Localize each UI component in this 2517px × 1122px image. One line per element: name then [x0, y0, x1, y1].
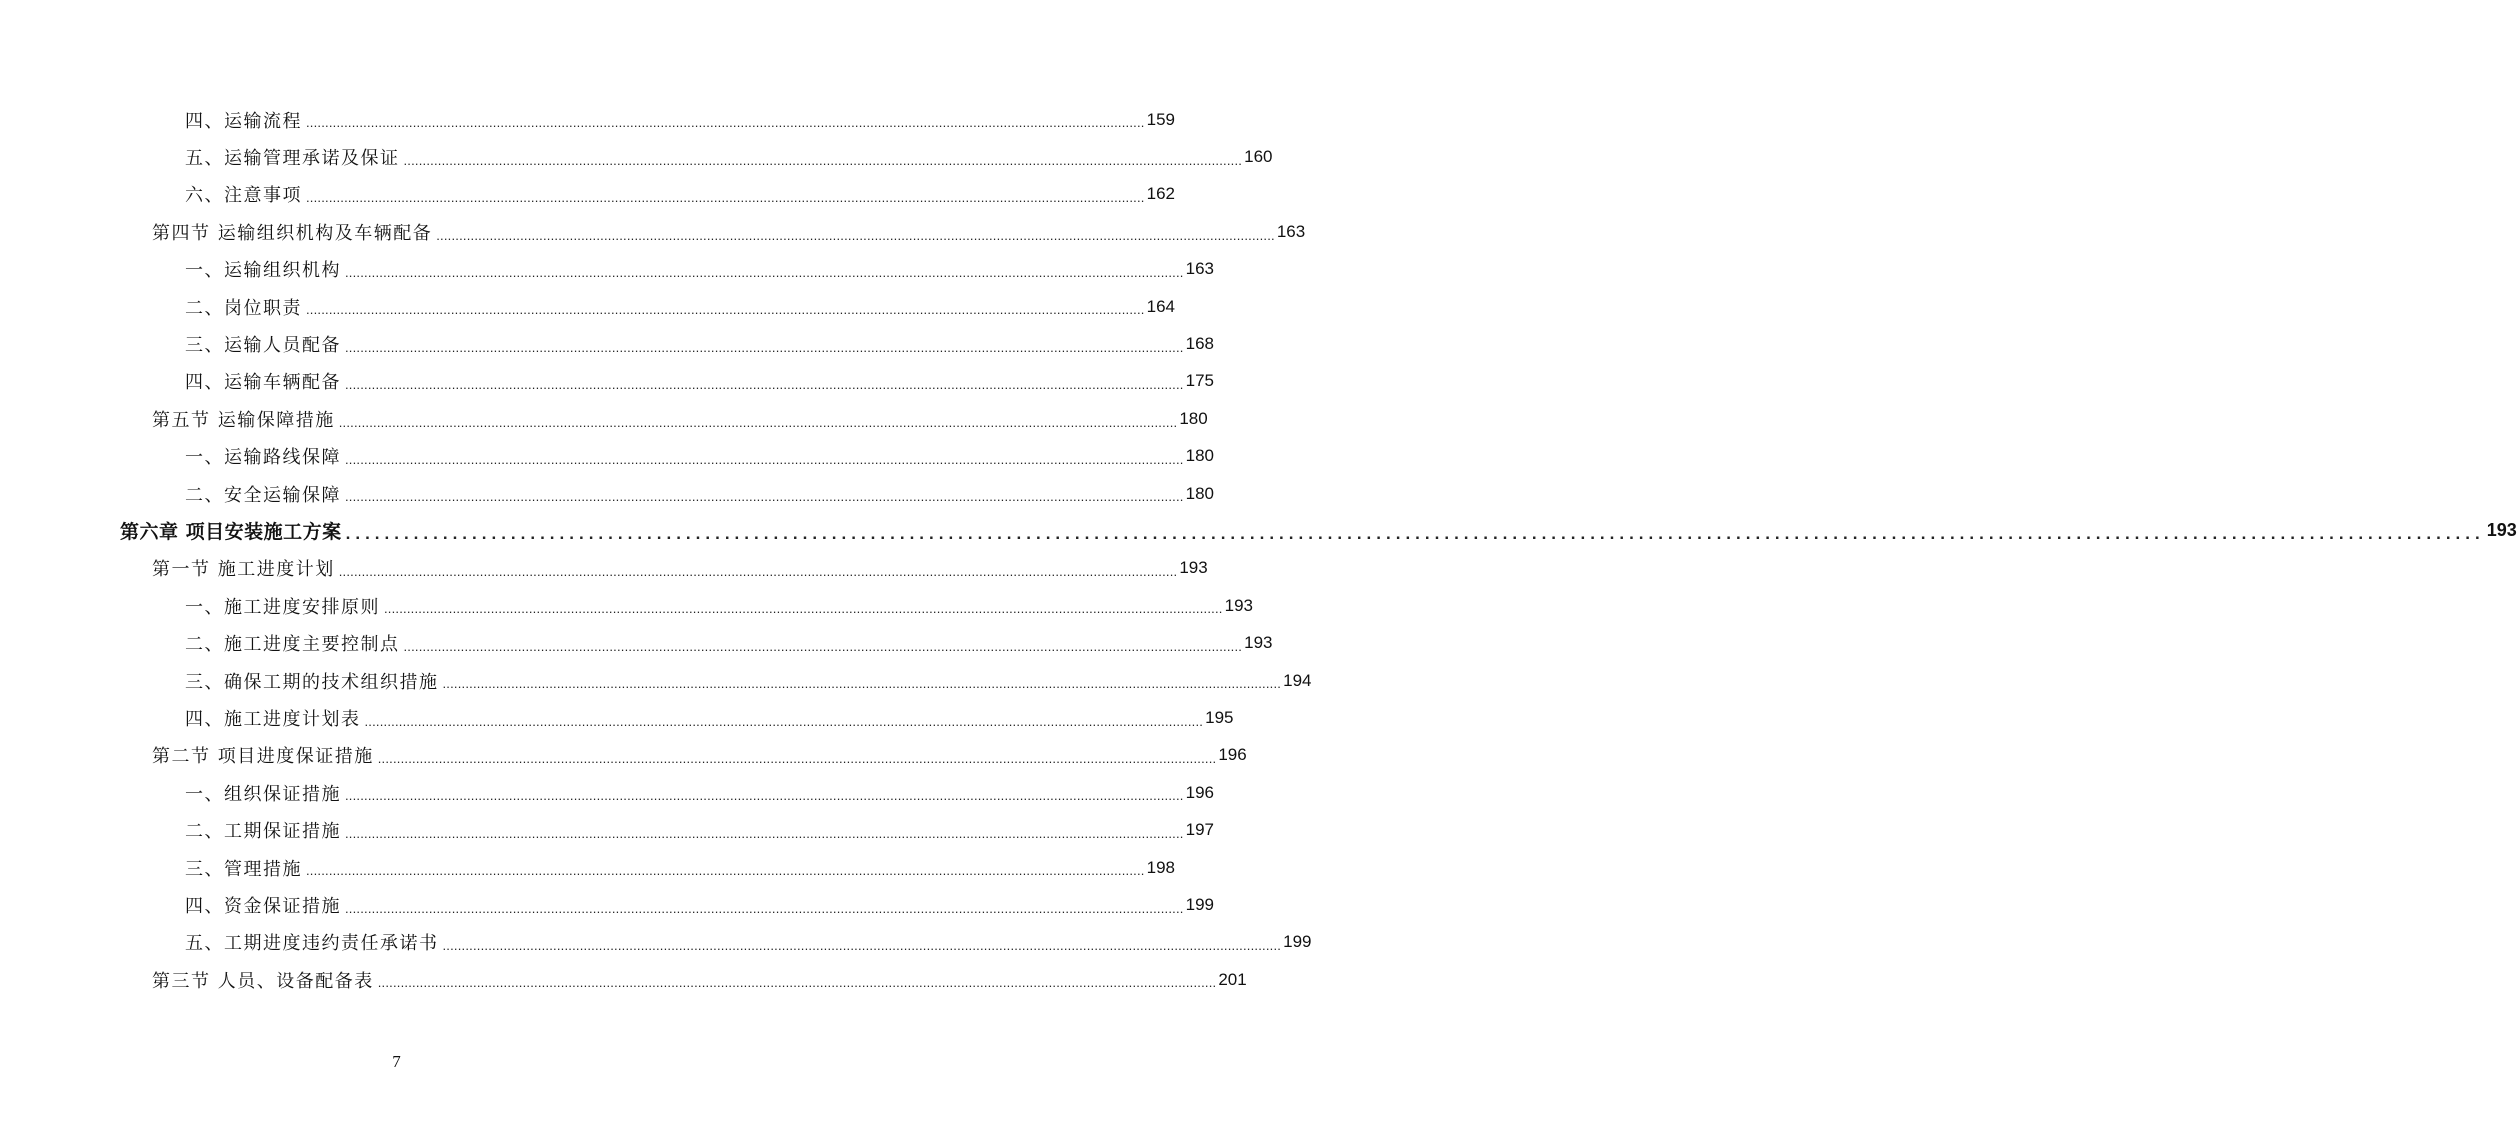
- toc-entry-page: 180: [1185, 446, 1214, 466]
- dot-leader: ............................................................................................................................................................................................................................: [384, 601, 1223, 617]
- toc-entry[interactable]: [0, 587, 1253, 624]
- dot-leader: ............................................................................................................................................................................................................................: [345, 377, 1184, 393]
- toc-entry[interactable]: [0, 512, 2517, 549]
- toc-entry-title: 第四节 运输组织机构及车辆配备: [152, 222, 433, 244]
- toc-entry-title: 三、管理措施: [185, 858, 302, 880]
- dot-leader: ............................................................................................................................................................................................................................: [345, 825, 1184, 841]
- toc-entry-page: 198: [1146, 857, 1175, 877]
- toc-entry-page: 195: [1205, 707, 1234, 727]
- dot-leader: ............................................................................................................................................................................................................................: [345, 451, 1184, 467]
- toc-entry-page: 199: [1185, 894, 1214, 914]
- toc-entry[interactable]: [0, 475, 1214, 512]
- toc-entry-title: 三、确保工期的技术组织措施: [185, 671, 439, 693]
- dot-leader: ............................................................................................................................................................................................................................: [345, 523, 2485, 543]
- toc-entry-page: 193: [1179, 558, 1208, 578]
- toc-entry-page: 194: [1283, 670, 1312, 690]
- toc-entry[interactable]: [0, 550, 1208, 587]
- toc-entry-page: 162: [1146, 184, 1175, 204]
- dot-leader: ............................................................................................................................................................................................................................: [338, 414, 1178, 430]
- dot-leader: ............................................................................................................................................................................................................................: [442, 676, 1282, 692]
- toc-entry[interactable]: [0, 101, 1175, 138]
- dot-leader: ............................................................................................................................................................................................................................: [377, 975, 1217, 991]
- toc-entry[interactable]: [0, 325, 1214, 362]
- toc-entry[interactable]: [0, 251, 1214, 288]
- toc-entry[interactable]: [0, 924, 1312, 961]
- toc-entry-page: 196: [1218, 745, 1247, 765]
- toc-entry-page: 197: [1185, 820, 1214, 840]
- toc-entry-page: 201: [1218, 969, 1247, 989]
- toc-entry-title: 二、安全运输保障: [185, 484, 341, 506]
- toc-entry[interactable]: [0, 138, 1273, 175]
- toc-entry-title: 四、运输车辆配备: [185, 372, 341, 394]
- dot-leader: ............................................................................................................................................................................................................................: [403, 152, 1243, 168]
- toc-entry-title: 六、注意事项: [185, 185, 302, 207]
- toc-entry[interactable]: [0, 774, 1214, 811]
- toc-entry-title: 第五节 运输保障措施: [152, 409, 335, 431]
- toc-entry-page: 168: [1185, 334, 1214, 354]
- toc-entry[interactable]: [0, 737, 1247, 774]
- toc-entry-title: 第二节 项目进度保证措施: [152, 746, 374, 768]
- toc-entry-title: 一、施工进度安排原则: [185, 596, 380, 618]
- toc-entry-title: 四、运输流程: [185, 110, 302, 132]
- dot-leader: ............................................................................................................................................................................................................................: [338, 564, 1178, 580]
- toc-entry[interactable]: [0, 288, 1175, 325]
- dot-leader: ............................................................................................................................................................................................................................: [442, 937, 1282, 953]
- dot-leader: ............................................................................................................................................................................................................................: [306, 115, 1145, 131]
- toc-entry-page: 196: [1185, 782, 1214, 802]
- toc-entry-title: 二、施工进度主要控制点: [185, 634, 400, 656]
- toc-entry-page: 180: [1179, 408, 1208, 428]
- toc-entry-title: 第六章 项目安装施工方案: [120, 521, 342, 544]
- dot-leader: ............................................................................................................................................................................................................................: [377, 751, 1217, 767]
- toc-entry-title: 第一节 施工进度计划: [152, 559, 335, 581]
- toc-entry[interactable]: [0, 662, 1312, 699]
- toc-entry[interactable]: [0, 213, 1306, 250]
- toc-entry[interactable]: [0, 961, 1247, 998]
- toc-entry-title: 第三节 人员、设备配备表: [152, 970, 374, 992]
- toc-entry[interactable]: [0, 699, 1234, 736]
- toc-entry-title: 四、资金保证措施: [185, 895, 341, 917]
- toc-entry-page: 159: [1146, 109, 1175, 129]
- toc-entry[interactable]: [0, 886, 1214, 923]
- toc-entry-title: 四、施工进度计划表: [185, 708, 361, 730]
- dot-leader: ............................................................................................................................................................................................................................: [403, 638, 1243, 654]
- dot-leader: ............................................................................................................................................................................................................................: [345, 900, 1184, 916]
- toc-entry-title: 二、工期保证措施: [185, 821, 341, 843]
- toc-entry-page: 193: [2486, 520, 2517, 541]
- toc-entry[interactable]: [0, 438, 1214, 475]
- dot-leader: ............................................................................................................................................................................................................................: [306, 863, 1145, 879]
- toc-entry-page: 163: [1185, 259, 1214, 279]
- toc-entry-page: 164: [1146, 296, 1175, 316]
- toc-entry-page: 199: [1283, 932, 1312, 952]
- toc-entry[interactable]: [0, 849, 1175, 886]
- dot-leader: ............................................................................................................................................................................................................................: [345, 264, 1184, 280]
- toc-entry-page: 180: [1185, 483, 1214, 503]
- toc-entry[interactable]: [0, 400, 1208, 437]
- toc-entry-page: 163: [1276, 221, 1306, 241]
- dot-leader: ............................................................................................................................................................................................................................: [345, 788, 1184, 804]
- dot-leader: ............................................................................................................................................................................................................................: [306, 302, 1145, 318]
- toc-entry[interactable]: [0, 624, 1273, 661]
- toc-entry[interactable]: [0, 811, 1214, 848]
- dot-leader: ............................................................................................................................................................................................................................: [345, 489, 1184, 505]
- toc-entry-title: 五、工期进度违约责任承诺书: [185, 933, 439, 955]
- toc-entry-title: 一、运输路线保障: [185, 447, 341, 469]
- toc-entry-title: 一、组织保证措施: [185, 783, 341, 805]
- toc-entry-title: 五、运输管理承诺及保证: [185, 148, 400, 170]
- toc-entry-title: 一、运输组织机构: [185, 260, 341, 282]
- toc-entry-page: 175: [1185, 371, 1214, 391]
- page-number: 7: [392, 1052, 401, 1071]
- table-of-contents: [0, 101, 2517, 998]
- dot-leader: ............................................................................................................................................................................................................................: [306, 190, 1145, 206]
- toc-entry-title: 三、运输人员配备: [185, 335, 341, 357]
- toc-entry[interactable]: [0, 176, 1175, 213]
- toc-entry-page: 193: [1224, 595, 1253, 615]
- toc-entry[interactable]: [0, 363, 1214, 400]
- toc-entry-title: 二、岗位职责: [185, 297, 302, 319]
- toc-entry-page: 193: [1244, 633, 1273, 653]
- dot-leader: ............................................................................................................................................................................................................................: [364, 713, 1204, 729]
- dot-leader: ............................................................................................................................................................................................................................: [436, 227, 1275, 243]
- toc-entry-page: 160: [1244, 147, 1273, 167]
- dot-leader: ............................................................................................................................................................................................................................: [345, 339, 1184, 355]
